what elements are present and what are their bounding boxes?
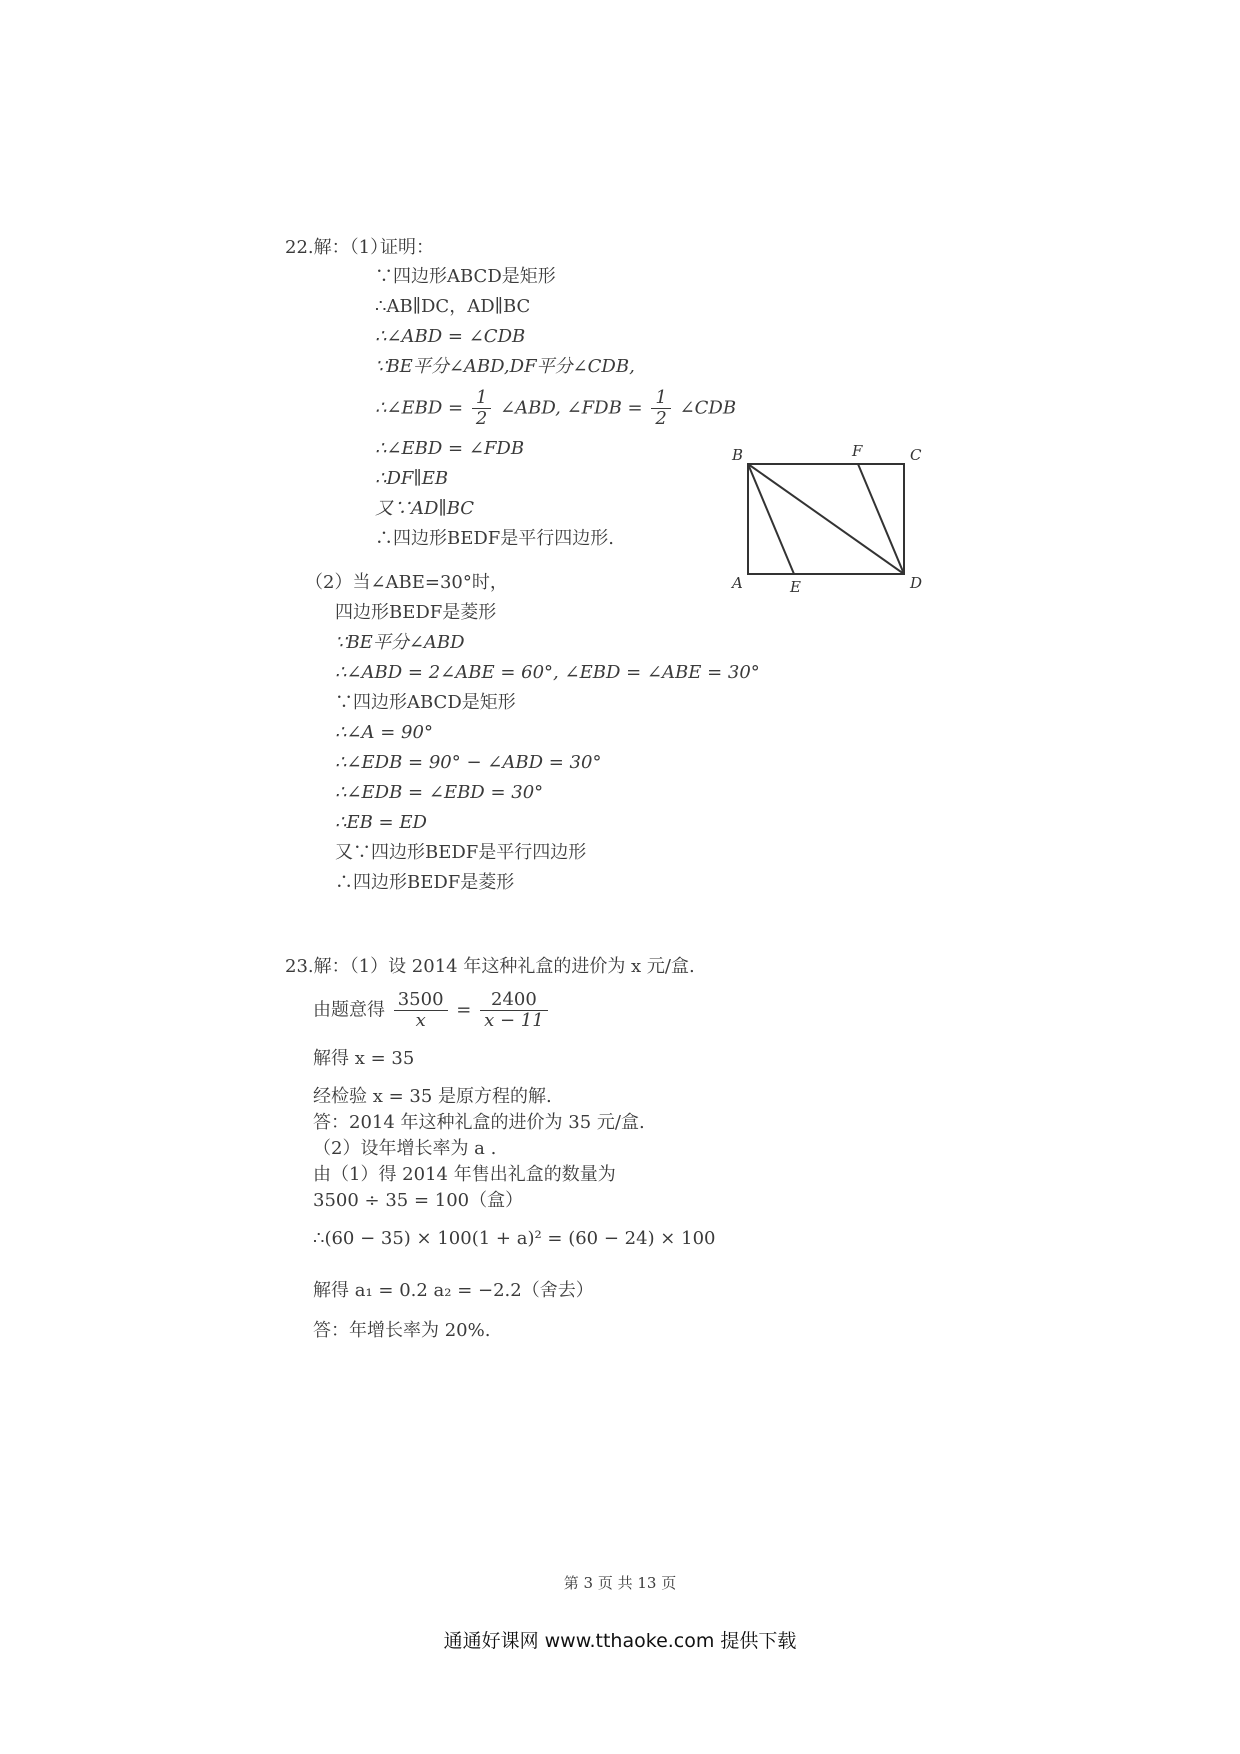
q23-line-4: 答：2014 年这种礼盒的进价为 35 元/盒. xyxy=(313,1112,645,1133)
q23-line-5: （2）设年增长率为 a . xyxy=(313,1138,497,1159)
q22-proof-heading: 证明： xyxy=(380,237,434,258)
q22-part2-line-6: ∴∠EDB = 90° − ∠ABD = 30° xyxy=(335,752,602,773)
q22-label: 22.解：（1） xyxy=(285,237,389,258)
frac-num: 1 xyxy=(472,388,491,409)
q23-line-0: 23.解：（1）设 2014 年这种礼盒的进价为 x 元/盒. xyxy=(285,956,695,977)
label-e: E xyxy=(790,578,801,596)
q22-line-2: ∴AB∥DC，AD∥BC xyxy=(375,296,531,317)
q22-line-5-c: ∠CDB xyxy=(679,397,737,419)
equals-sign: = xyxy=(456,999,472,1021)
q23-line-8: ∴(60 − 35) × 100(1 + a)² = (60 − 24) × 100 xyxy=(313,1228,716,1249)
fraction-half-2 xyxy=(651,388,670,429)
label-f: F xyxy=(852,442,863,460)
q22-part2-line-1: 四边形BEDF是菱形 xyxy=(335,602,497,623)
q23-equation xyxy=(313,990,551,1031)
q22-line-7: ∴DF∥EB xyxy=(375,468,449,489)
q22-line-9: ∴四边形BEDF是平行四边形. xyxy=(375,528,615,549)
q23-line-2: 解得 x = 35 xyxy=(313,1048,415,1069)
q22-line-5 xyxy=(375,388,736,429)
q22-line-6: ∴∠EBD = ∠FDB xyxy=(375,438,525,459)
q22-part2-line-5: ∴∠A = 90° xyxy=(335,722,433,743)
frac-den: 2 xyxy=(655,408,667,429)
q22-part2-line-7: ∴∠EDB = ∠EBD = 30° xyxy=(335,782,544,803)
q23-line-7: 3500 ÷ 35 = 100（盒） xyxy=(313,1190,524,1211)
q23-line-9: 解得 a₁ = 0.2 a₂ = −2.2（舍去） xyxy=(313,1280,594,1301)
q22-part2-line-4: ∵四边形ABCD是矩形 xyxy=(335,692,516,713)
q23-line-10: 答：年增长率为 20%. xyxy=(313,1320,491,1341)
frac-num: 2400 xyxy=(480,990,548,1011)
label-d: D xyxy=(910,574,923,592)
rectangle-diagram xyxy=(730,440,930,600)
q23-line-3: 经检验 x = 35 是原方程的解. xyxy=(313,1086,552,1107)
q22-line-3: ∴∠ABD = ∠CDB xyxy=(375,326,526,347)
q22-line-5-a: ∴∠EBD = xyxy=(375,397,464,419)
q22-line-4: ∵BE平分∠ABD,DF平分∠CDB, xyxy=(375,356,635,377)
fraction-half-1 xyxy=(472,388,491,429)
label-a: A xyxy=(732,574,743,592)
q22-part2-line-8: ∴EB = ED xyxy=(335,812,427,833)
q23-equation-prefix: 由题意得 xyxy=(313,999,385,1021)
frac-num: 3500 xyxy=(394,990,448,1011)
q22-part2-line-10: ∴四边形BEDF是菱形 xyxy=(335,872,515,893)
q22-line-5-b: ∠ABD, ∠FDB = xyxy=(500,397,643,419)
page-number: 第 3 页 共 13 页 xyxy=(563,1574,677,1592)
fraction-2400-x-11 xyxy=(480,990,548,1031)
frac-den: x xyxy=(415,1010,426,1031)
frac-num: 1 xyxy=(651,388,670,409)
frac-den: 2 xyxy=(475,408,488,429)
q22-part2-line-9: 又∵四边形BEDF是平行四边形 xyxy=(335,842,587,863)
q22-part2-heading: （2）当∠ABE=30°时， xyxy=(305,572,508,593)
fraction-3500-x xyxy=(394,990,448,1031)
q22-line-1: ∵四边形ABCD是矩形 xyxy=(375,266,556,287)
site-credit: 通通好课网 www.tthaoke.com 提供下载 xyxy=(443,1630,797,1652)
q22-part2-line-3: ∴∠ABD = 2∠ABE = 60°, ∠EBD = ∠ABE = 30° xyxy=(335,662,760,683)
frac-den: x − 11 xyxy=(484,1010,544,1031)
label-b: B xyxy=(732,446,744,464)
q23-line-6: 由（1）得 2014 年售出礼盒的数量为 xyxy=(313,1164,616,1185)
label-c: C xyxy=(910,446,922,464)
q22-part2-line-2: ∵BE平分∠ABD xyxy=(335,632,465,653)
q22-line-8: 又∵AD∥BC xyxy=(375,498,475,519)
